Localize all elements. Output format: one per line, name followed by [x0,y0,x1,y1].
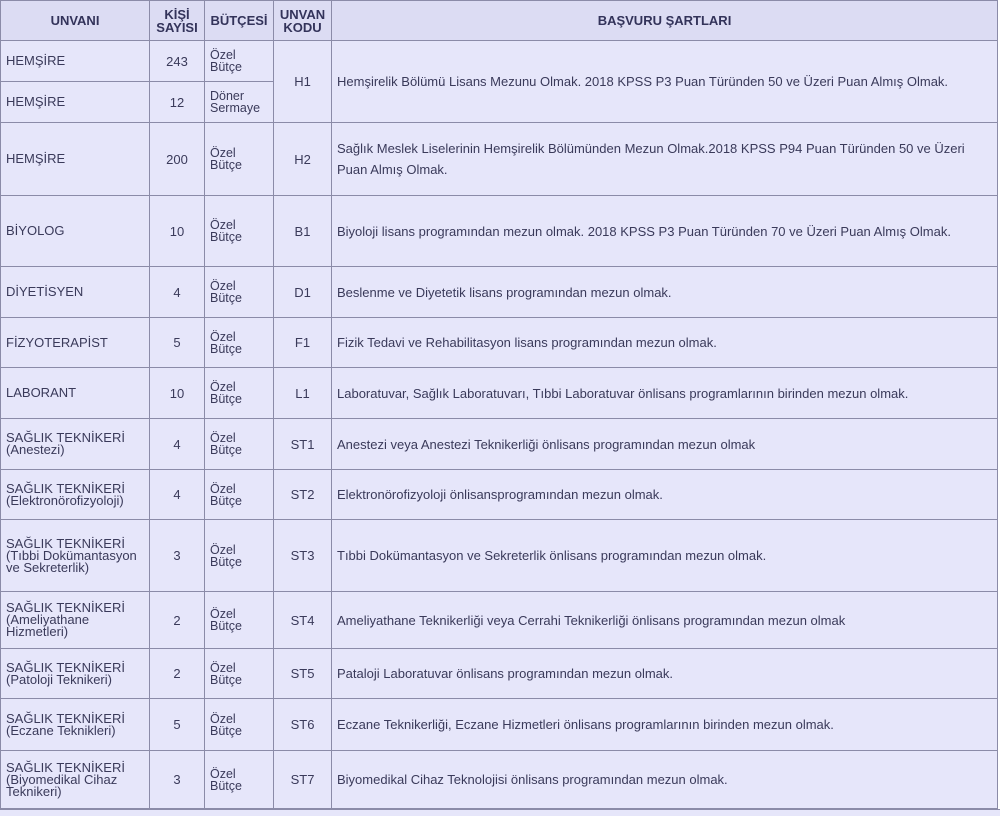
cell-basvuru-sartlari: Hemşirelik Bölümü Lisans Mezunu Olmak. 2018 KPSS P3 Puan Türünden 50 ve Üzeri Puan Almış Olmak. [332,41,998,123]
cell-unvan: FİZYOTERAPİST [1,318,150,368]
table-row [1,318,998,368]
cell-butce [205,368,274,419]
butce-line2: Bütçe [210,291,242,305]
cell-unvan-kodu: ST1 [274,419,332,470]
cell-butce [205,41,274,82]
cell-butce [205,520,274,592]
cell-basvuru-sartlari: Anestezi veya Anestezi Teknikerliği önlisans programından mezun olmak [332,419,998,470]
table-row [1,419,998,470]
table-header-row [1,1,998,41]
cell-unvan [1,470,150,520]
unvan-main: SAĞLIK TEKNİKERİ [6,480,125,496]
unvan-main: SAĞLIK TEKNİKERİ [6,759,125,775]
butce-line1: Döner [210,89,245,103]
cell-unvan [1,649,150,699]
unvan-specialty: (Anestezi) [6,442,65,457]
cell-unvan: HEMŞİRE [1,82,150,123]
cell-basvuru-sartlari: Tıbbi Dokümantasyon ve Sekreterlik önlisans programından mezun olmak. [332,520,998,592]
cell-kisi-sayisi: 5 [150,318,205,368]
header-butcesi: BÜTÇESİ [205,1,274,41]
unvan-specialty: (Elektronörofizyoloji) [6,492,124,508]
unvan-main: SAĞLIK TEKNİKERİ [6,430,125,445]
cell-kisi-sayisi: 10 [150,368,205,419]
header-kod-line1: UNVAN [279,6,326,22]
unvan-main: SAĞLIK TEKNİKERİ [6,659,125,675]
cell-kisi-sayisi: 2 [150,649,205,699]
cell-unvan [1,699,150,751]
cell-kisi-sayisi: 12 [150,82,205,123]
butce-line2: Bütçe [210,392,242,406]
butce-line2: Bütçe [210,230,242,244]
cell-kisi-sayisi: 3 [150,751,205,809]
butce-line2: Bütçe [210,158,242,172]
unvan-main: SAĞLIK TEKNİKERİ [6,710,125,726]
cell-basvuru-sartlari: Beslenme ve Diyetetik lisans programından mezun olmak. [332,267,998,318]
cell-basvuru-sartlari: Laboratuvar, Sağlık Laboratuvarı, Tıbbi Laboratuvar önlisans programlarının birinden mezun olmak. [332,368,998,419]
cell-unvan: HEMŞİRE [1,41,150,82]
header-kisi-line1: KİŞİ [164,6,190,22]
table-row [1,123,998,196]
header-basvuru-sartlari: BAŞVURU ŞARTLARI [332,1,998,41]
butce-line1: Özel [210,279,236,293]
butce-line2: Bütçe [210,778,242,793]
butce-line2: Sermaye [210,101,261,115]
cell-basvuru-sartlari: Biyomedikal Cihaz Teknolojisi önlisans programından mezun olmak. [332,751,998,809]
butce-line2: Bütçe [210,619,242,633]
unvan-specialty: (Biyomedikal Cihaz Teknikeri) [6,771,118,799]
cell-unvan-kodu: ST3 [274,520,332,592]
cell-unvan: BİYOLOG [1,196,150,267]
table-row [1,592,998,649]
table-row [1,196,998,267]
cell-basvuru-sartlari: Ameliyathane Teknikerliği veya Cerrahi Teknikerliği önlisans programından mezun olmak [332,592,998,649]
butce-line1: Özel [210,431,236,445]
cell-kisi-sayisi: 3 [150,520,205,592]
cell-kisi-sayisi: 4 [150,470,205,520]
butce-line1: Özel [210,711,236,726]
cell-butce [205,419,274,470]
cell-kisi-sayisi: 10 [150,196,205,267]
butce-line1: Özel [210,146,236,160]
cell-unvan-kodu: L1 [274,368,332,419]
cell-basvuru-sartlari: Fizik Tedavi ve Rehabilitasyon lisans programından mezun olmak. [332,318,998,368]
butce-line2: Bütçe [210,341,242,356]
butce-line2: Bütçe [210,443,242,457]
cell-kisi-sayisi: 2 [150,592,205,649]
unvan-main: SAĞLIK TEKNİKERİ [6,535,125,551]
cell-basvuru-sartlari: Eczane Teknikerliği, Eczane Hizmetleri önlisans programlarının birinden mezun olmak. [332,699,998,751]
next-row-partial [0,809,1000,816]
cell-unvan-kodu: B1 [274,196,332,267]
table-row [1,470,998,520]
butce-line1: Özel [210,380,236,394]
cell-unvan [1,751,150,809]
cell-butce [205,470,274,520]
unvan-specialty: (Tıbbi Dokümantasyon ve Sekreterlik) [6,547,137,575]
butce-line2: Bütçe [210,60,242,74]
cell-basvuru-sartlari: Sağlık Meslek Liselerinin Hemşirelik Bölümünden Mezun Olmak.2018 KPSS P94 Puan Türünden 50 ve Üzeri Puan Almış Olmak. [332,123,998,196]
cell-unvan-kodu: H2 [274,123,332,196]
butce-line1: Özel [210,660,236,675]
cell-unvan-kodu: F1 [274,318,332,368]
table-row [1,368,998,419]
butce-line2: Bütçe [210,672,242,687]
table-row [1,649,998,699]
cell-butce [205,318,274,368]
cell-unvan-kodu: ST5 [274,649,332,699]
cell-unvan-kodu: D1 [274,267,332,318]
cell-kisi-sayisi: 200 [150,123,205,196]
cell-unvan-kodu: ST2 [274,470,332,520]
cell-butce [205,82,274,123]
unvan-specialty: (Patoloji Teknikeri) [6,671,112,687]
butce-line2: Bütçe [210,493,242,508]
cell-butce [205,649,274,699]
table-row [1,41,998,82]
cell-unvan-kodu: ST7 [274,751,332,809]
butce-line1: Özel [210,607,236,621]
butce-line2: Bütçe [210,554,242,569]
cell-butce [205,699,274,751]
header-unvan: UNVANI [1,1,150,41]
cell-basvuru-sartlari: Elektronörofizyoloji önlisansprogramından mezun olmak. [332,470,998,520]
butce-line2: Bütçe [210,723,242,738]
cell-basvuru-sartlari: Pataloji Laboratuvar önlisans programından mezun olmak. [332,649,998,699]
cell-unvan-kodu: H1 [274,41,332,123]
cell-butce [205,592,274,649]
cell-unvan: LABORANT [1,368,150,419]
cell-unvan: DİYETİSYEN [1,267,150,318]
cell-kisi-sayisi: 243 [150,41,205,82]
cell-unvan [1,419,150,470]
cell-butce [205,123,274,196]
table-row [1,699,998,751]
unvan-specialty: (Eczane Teknikleri) [6,722,116,738]
header-kisi-line2: SAYISI [156,19,198,35]
header-kisi-sayisi [150,1,205,41]
cell-unvan: HEMŞİRE [1,123,150,196]
cell-kisi-sayisi: 4 [150,267,205,318]
cell-kisi-sayisi: 4 [150,419,205,470]
header-kod-line2: KODU [283,19,322,35]
cell-kisi-sayisi: 5 [150,699,205,751]
butce-line1: Özel [210,218,236,232]
table-row [1,520,998,592]
table-row [1,267,998,318]
butce-line1: Özel [210,542,236,557]
cell-basvuru-sartlari: Biyoloji lisans programından mezun olmak. 2018 KPSS P3 Puan Türünden 70 ve Üzeri Puan Almış Olmak. [332,196,998,267]
cell-butce [205,751,274,809]
cell-unvan-kodu: ST6 [274,699,332,751]
unvan-main: SAĞLIK TEKNİKERİ [6,600,125,615]
butce-line1: Özel [210,766,236,781]
butce-line1: Özel [210,48,236,62]
table-row [1,751,998,809]
cell-unvan-kodu: ST4 [274,592,332,649]
butce-line1: Özel [210,481,236,496]
butce-line1: Özel [210,329,236,344]
cell-unvan [1,592,150,649]
header-unvan-kodu [274,1,332,41]
cell-unvan [1,520,150,592]
cell-butce [205,267,274,318]
cell-butce [205,196,274,267]
unvan-specialty: (Ameliyathane Hizmetleri) [6,612,90,639]
